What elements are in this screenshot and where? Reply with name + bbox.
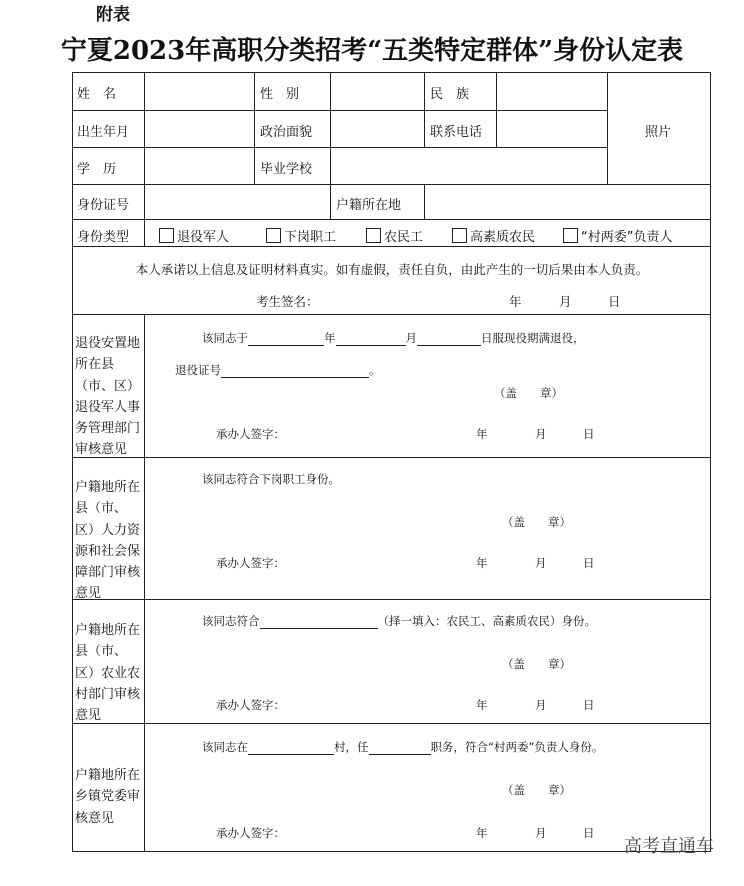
agriculture-line1-text: 该同志符合 — [202, 614, 260, 628]
veteran-cert-blank[interactable] — [221, 377, 369, 378]
input-political-status[interactable] — [332, 112, 422, 145]
checkbox-icon[interactable] — [366, 228, 381, 243]
input-id-number[interactable] — [146, 186, 328, 217]
date-day: 日 — [583, 427, 595, 441]
agriculture-line1-end: （择一填入：农民工、高素质农民）身份。 — [377, 614, 596, 628]
section-township-label: 户籍地所在乡镇党委审核意见 — [75, 768, 141, 826]
option-laid-off-worker[interactable] — [266, 226, 336, 245]
section-hr-line1: 该同志符合下岗职工身份。 — [202, 472, 340, 486]
checkbox-icon[interactable] — [452, 228, 467, 243]
pledge-year: 年 — [509, 294, 522, 309]
section-hr-label: 户籍地所在县（市、区）人力资源和社会保障部门审核意见 — [75, 480, 141, 602]
date-month: 月 — [535, 556, 547, 570]
label-school: 毕业学校 — [260, 162, 313, 177]
pledge-text: 本人承诺以上信息及证明材料真实。如有虚假，责任自负，由此产生的一切后果由本人负责。 — [135, 262, 649, 277]
pledge-day: 日 — [608, 294, 621, 309]
candidate-signature-field[interactable] — [326, 288, 496, 310]
section-agriculture-label: 户籍地所在县（市、区）农业农村部门审核意见 — [75, 623, 141, 724]
input-education[interactable] — [146, 149, 252, 182]
date-day: 日 — [583, 556, 595, 570]
input-phone[interactable] — [498, 112, 605, 145]
veteran-line1-month: 月 — [405, 331, 417, 345]
date-day: 日 — [583, 698, 595, 712]
candidate-signature-label: 考生签名： — [256, 294, 319, 309]
label-phone: 联系电话 — [430, 125, 483, 140]
option-migrant-worker-label: 农民工 — [384, 230, 424, 245]
veteran-day-blank[interactable] — [417, 345, 481, 346]
label-ethnicity: 民 族 — [430, 87, 470, 102]
veteran-month-blank[interactable] — [336, 345, 406, 346]
handler-signature-label: 承办人签字： — [216, 556, 285, 570]
section-veteran-line1 — [202, 330, 585, 346]
option-veteran-label: 退役军人 — [177, 230, 230, 245]
township-line1-text: 该同志在 — [202, 740, 248, 754]
option-veteran[interactable] — [159, 226, 229, 245]
checkbox-icon[interactable] — [563, 228, 578, 243]
input-birth[interactable] — [146, 112, 252, 145]
veteran-line1-text: 该同志于 — [202, 331, 248, 345]
label-education: 学 历 — [77, 162, 117, 177]
option-laid-off-worker-label: 下岗职工 — [284, 230, 337, 245]
township-village-blank[interactable] — [248, 754, 334, 755]
form-title: 宁夏2023年高职分类招考“五类特定群体”身份认定表 — [60, 36, 684, 66]
input-gender[interactable] — [332, 74, 422, 108]
input-name[interactable] — [146, 74, 252, 108]
section-township-line1 — [202, 739, 603, 755]
township-position-blank[interactable] — [369, 754, 431, 755]
stamp-label: （盖 章） — [502, 783, 571, 797]
township-line1-end: 职务，符合“村两委”负责人身份。 — [430, 740, 604, 754]
stamp-label: （盖 章） — [502, 657, 571, 671]
option-village-committee-head-label: “村两委”负责人 — [581, 230, 673, 245]
label-name: 姓 名 — [77, 87, 117, 102]
checkbox-icon[interactable] — [266, 228, 281, 243]
date-year: 年 — [476, 698, 488, 712]
section-agriculture-line1 — [202, 613, 596, 629]
date-month: 月 — [535, 427, 547, 441]
pledge-month: 月 — [559, 294, 572, 309]
photo-box-label: 照片 — [645, 125, 672, 140]
label-gender: 性 别 — [260, 87, 300, 102]
date-year: 年 — [476, 427, 488, 441]
option-migrant-worker[interactable] — [366, 226, 423, 245]
stamp-label: （盖 章） — [494, 386, 563, 400]
veteran-line1-end: 日服现役期满退役， — [481, 331, 585, 345]
label-identity-type: 身份类型 — [77, 230, 130, 245]
input-school[interactable] — [332, 149, 605, 182]
label-id-number: 身份证号 — [77, 198, 130, 213]
input-ethnicity[interactable] — [498, 74, 605, 108]
date-year: 年 — [476, 826, 488, 840]
date-year: 年 — [476, 556, 488, 570]
input-household-location[interactable] — [426, 186, 708, 217]
handler-signature-label: 承办人签字： — [216, 427, 285, 441]
veteran-year-blank[interactable] — [248, 345, 324, 346]
attachment-label: 附表 — [96, 5, 130, 25]
option-skilled-farmer-label: 高素质农民 — [470, 230, 536, 245]
section-veteran-label: 退役安置地所在县（市、区）退役军人事务管理部门审核意见 — [75, 336, 141, 458]
date-day: 日 — [583, 826, 595, 840]
veteran-line2-end: 。 — [369, 363, 381, 377]
township-line1-village: 村，任 — [334, 740, 369, 754]
option-village-committee-head[interactable] — [563, 226, 672, 245]
veteran-cert-label: 退役证号 — [175, 363, 221, 377]
handler-signature-label: 承办人签字： — [216, 698, 285, 712]
watermark: 高考直通车 — [624, 836, 714, 857]
label-birth: 出生年月 — [77, 125, 130, 140]
agriculture-type-blank[interactable] — [260, 628, 378, 629]
stamp-label: （盖 章） — [502, 515, 571, 529]
option-skilled-farmer[interactable] — [452, 226, 535, 245]
checkbox-icon[interactable] — [159, 228, 174, 243]
veteran-line1-year: 年 — [324, 331, 336, 345]
handler-signature-label: 承办人签字： — [216, 826, 285, 840]
date-month: 月 — [535, 826, 547, 840]
label-political-status: 政治面貌 — [260, 125, 313, 140]
section-veteran-line2 — [175, 362, 381, 378]
label-household-location: 户籍所在地 — [336, 198, 402, 213]
date-month: 月 — [535, 698, 547, 712]
